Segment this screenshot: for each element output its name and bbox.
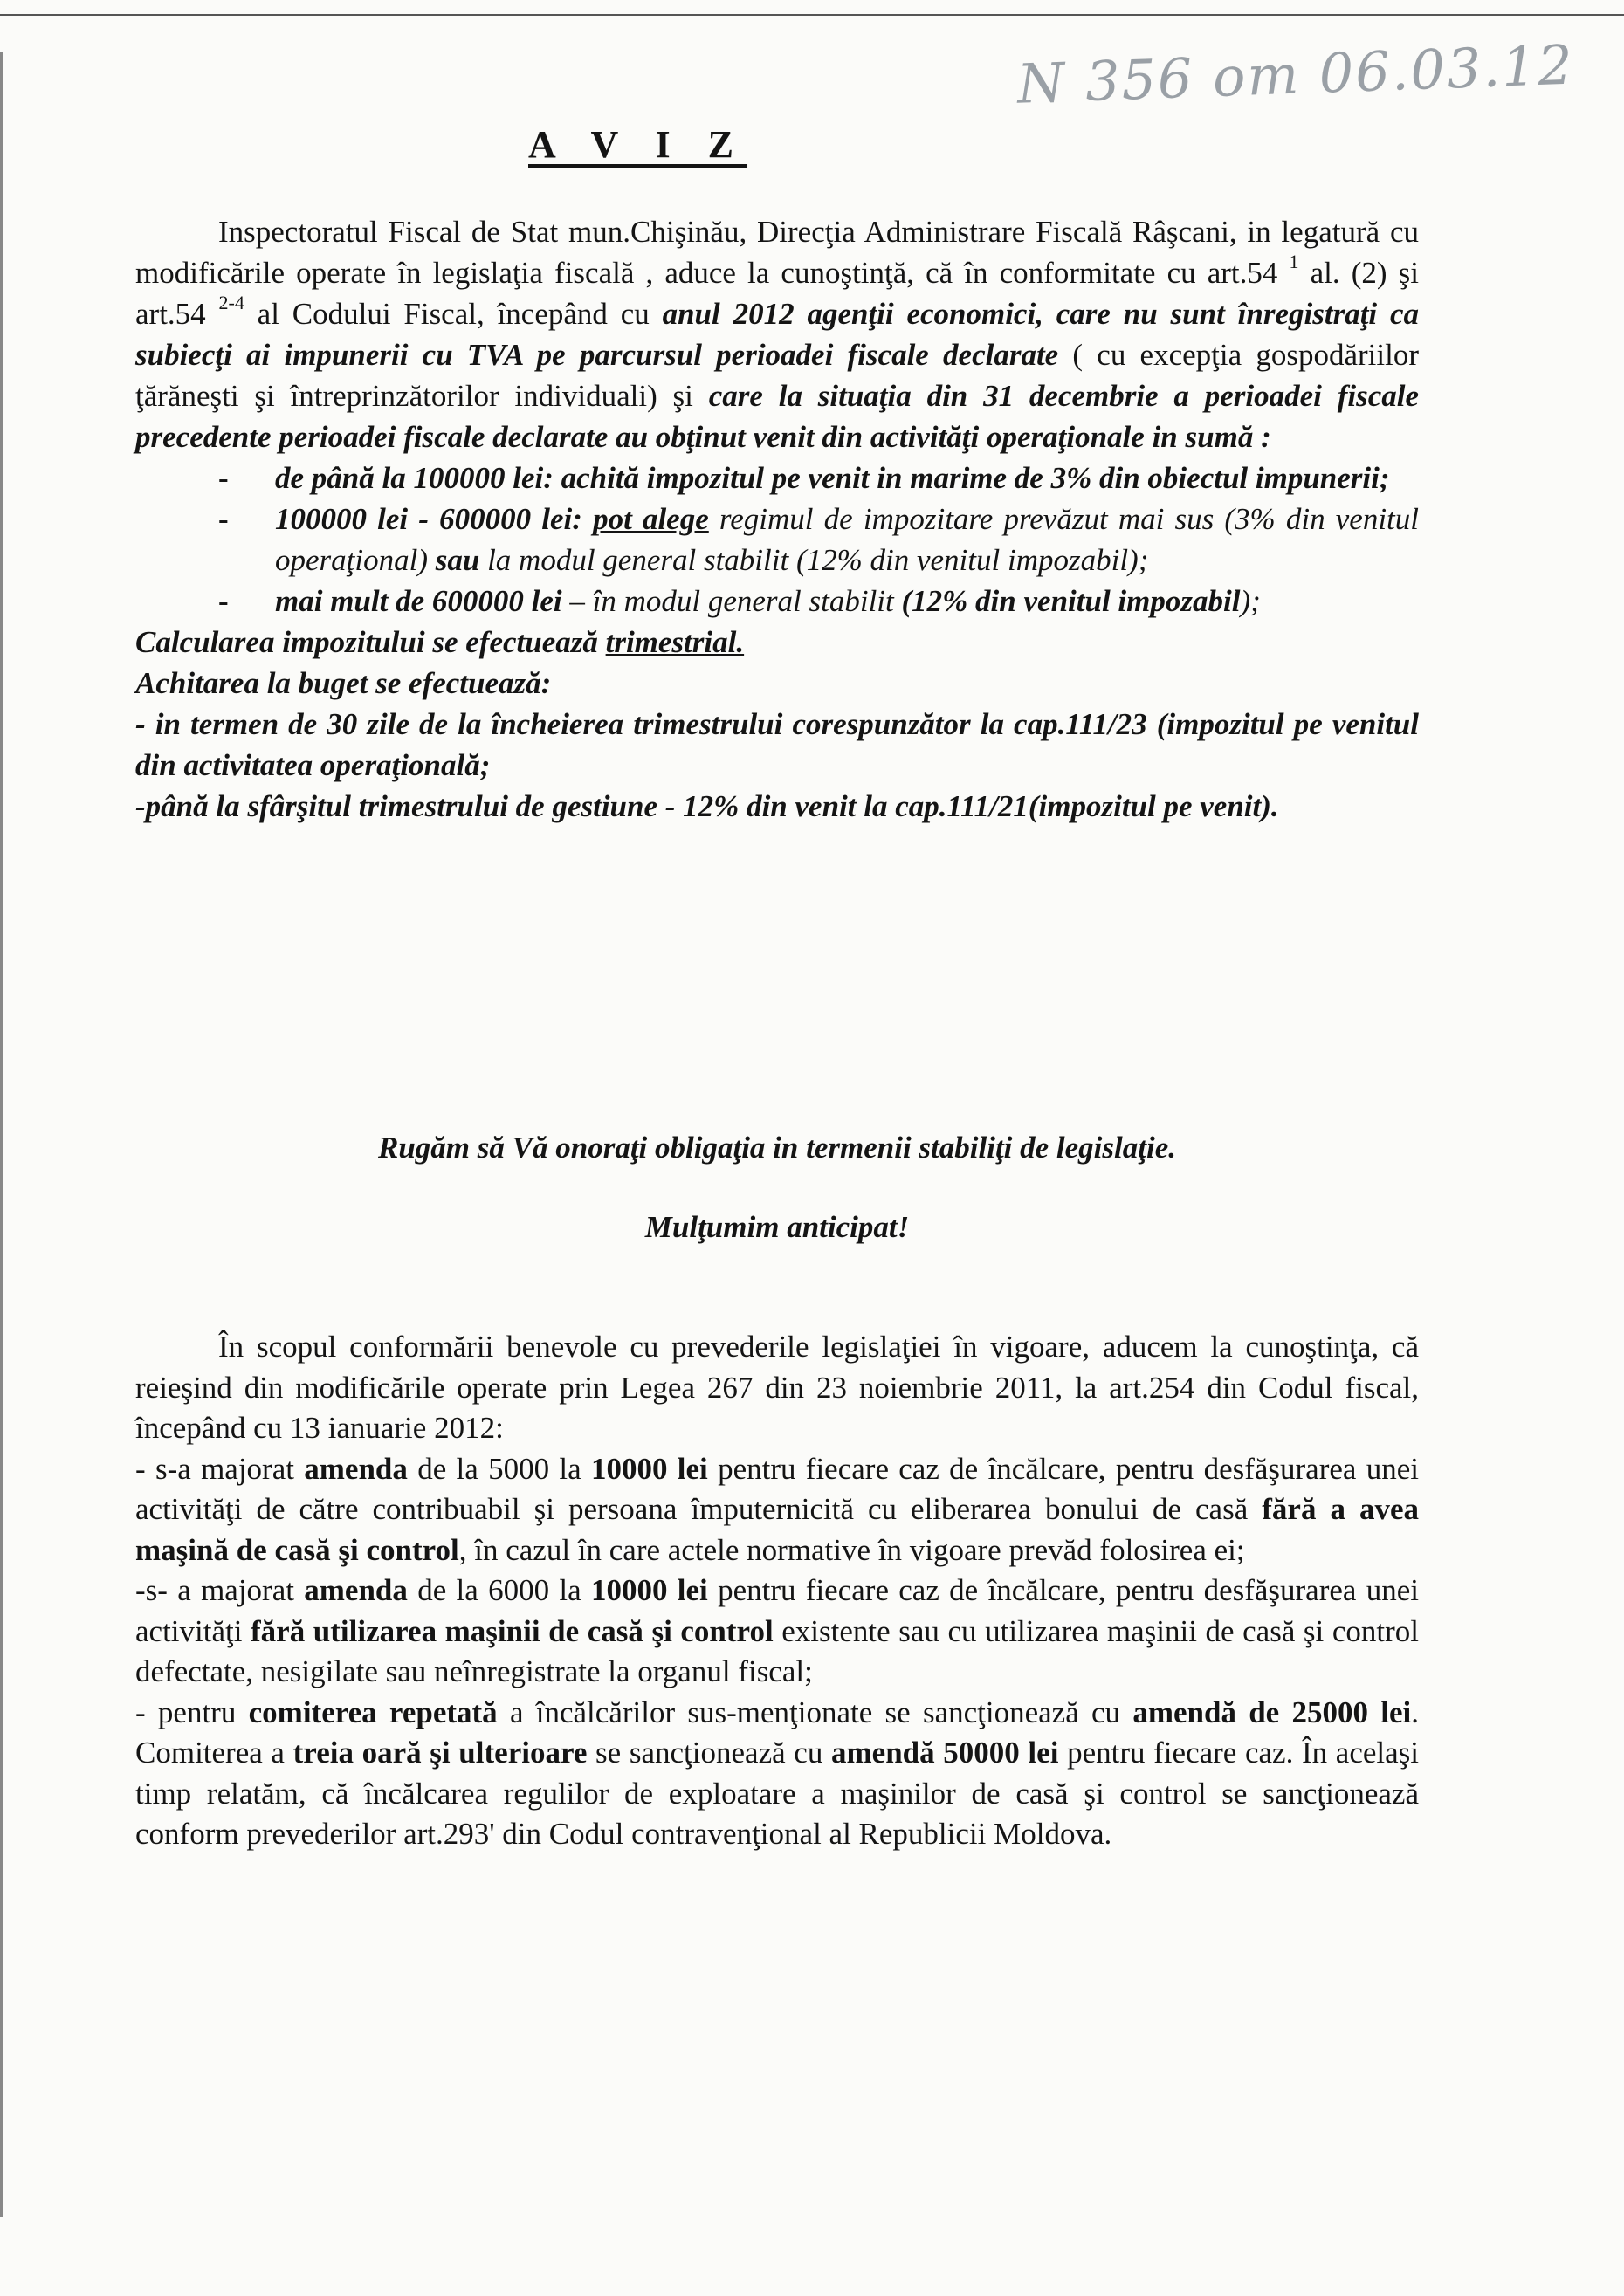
bullet-3-text-2: ); — [1240, 584, 1261, 618]
p4-text-f: pentru fiecare caz. În acelaşi timp relatăm, că încălcarea regulilor de exploatare a maşinilor de casă şi control se sancţionează conform prevederilor art.293' din Codul contravenţional al Republicii Moldova. — [135, 1736, 1420, 1851]
bullet-2-choice: pot alege — [593, 502, 709, 536]
payment-heading — [135, 663, 1419, 704]
second-intro-paragraph: În scopul conformării benevole cu prevederile legislaţiei în vigoare, aducem la cunoştinţa, că reieşind din modificările operate prin Legea 267 din 23 noiembrie 2011, la art.254 din Codul fiscal, începând cu 13 ianuarie 2012: — [135, 1330, 1419, 1445]
calculation-period: trimestrial. — [605, 625, 745, 659]
fine-paragraph-1 — [135, 1449, 1419, 1571]
p2-amount: 10000 lei — [590, 1451, 708, 1486]
handwritten-reference-number: N 356 от 06.03.12 — [1015, 32, 1575, 116]
p2-condition: fără a avea maşină de casă şi control — [135, 1492, 1419, 1567]
intro-superscript-2: 2-4 — [218, 292, 244, 314]
p2-text-e: , în cazul în care actele normative în vigoare prevăd folosirea ei; — [458, 1532, 1245, 1567]
page-left-edge — [0, 52, 3, 2217]
bullet-2-text-1: regimul de impozitare prevăzut mai sus (3% din venitul operaţional) — [275, 502, 1419, 577]
intro-condition: care la situaţia din 31 decembrie a perioadei fiscale precedente perioadei fiscale declarate au obţinut venit din activităţi operaţionale in sumă : — [135, 379, 1419, 454]
tax-regime-list — [135, 457, 1419, 622]
fine-paragraph-3 — [135, 1693, 1419, 1855]
bullet-1-text: de până la 100000 lei: achită impozitul pe venit in marime de 3% din obiectul impunerii; — [275, 461, 1390, 495]
p4-repeat: comiterea repetată — [248, 1695, 498, 1729]
list-item — [218, 457, 1419, 498]
p3-text-a: -s- a majorat — [135, 1573, 305, 1607]
p3-text-d: pentru fiecare caz de încălcare, pentru desfăşurarea unei activităţi — [135, 1573, 1420, 1648]
bullet-2-text-2: la modul general stabilit (12% din venitul impozabil); — [479, 543, 1149, 577]
intro-text-2: al. (2) şi art.54 — [135, 256, 1419, 331]
bullet-2-or: sau — [435, 543, 480, 577]
p4-text-e: se sancţionează cu — [587, 1736, 831, 1770]
fine-paragraph-2 — [135, 1571, 1419, 1693]
intro-superscript-1: 1 — [1289, 251, 1299, 273]
intro-text-3: al Codului Fiscal, începând cu — [244, 297, 663, 331]
page-top-rule — [0, 14, 1624, 16]
p3-text-c: de la 6000 la — [407, 1573, 591, 1607]
intro-text-5: ( cu excepţia gospodăriilor ţărăneşti şi întreprinzătorilor individuali) şi — [135, 338, 1419, 413]
closing-request: Rugăm să Vă onoraţi obligaţia in termenii stabiliţi de legislaţie. — [378, 1131, 1176, 1165]
list-item — [218, 498, 1419, 581]
p4-text-c: a încălcărilor sus-menţionate se sancţionează cu — [497, 1695, 1133, 1729]
bullet-3-text-1: – în modul general stabilit — [561, 584, 902, 618]
p4-fine-25000: amendă de 25000 lei — [1132, 1695, 1412, 1729]
p4-text-a: - pentru — [135, 1695, 249, 1729]
payment-heading-text: Achitarea la buget se efectuează: — [135, 666, 552, 700]
bullet-2-range: 100000 lei - 600000 lei: — [275, 502, 594, 536]
p2-amenda: amenda — [304, 1451, 408, 1486]
intro-text-1: Inspectoratul Fiscal de Stat mun.Chişinău, Direcţia Administrare Fiscală Râşcani, in legatură cu modificările operate în legislaţia fiscală , aduce la cunoştinţă, că în conformitate cu art.54 — [135, 215, 1419, 290]
p3-amount: 10000 lei — [590, 1573, 708, 1607]
bullet-3-rate: (12% din venitul impozabil — [901, 584, 1241, 618]
p4-fine-50000: amendă 50000 lei — [831, 1736, 1059, 1770]
p3-text-e: existente sau cu utilizarea maşinii de casă şi control defectate, nesigilate sau neînregistrate la organul fiscal; — [135, 1613, 1419, 1688]
document-title: A V I Z — [528, 123, 748, 166]
p4-text-d: . Comiterea a — [135, 1695, 1419, 1770]
intro-year: anul 2012 — [662, 297, 795, 331]
intro-section — [135, 211, 1419, 827]
list-item — [218, 581, 1419, 622]
intro-agents: agenţii economici, care nu sunt înregistraţi ca subiecţi ai impunerii cu TVA pe parcursul perioadei fiscale declarate — [135, 297, 1420, 372]
p2-text-d: pentru fiecare caz de încălcare, pentru desfăşurarea unei activităţi de către contribuabil şi persoana împuternicită cu eliberarea bonului de casă — [135, 1451, 1420, 1526]
payment-term-1: - in termen de 30 zile de la încheierea trimestrului corespunzător la cap.111/23 (impozitul pe venitul din activitatea operaţională; — [135, 707, 1419, 782]
p3-condition: fără utilizarea maşinii de casă şi control — [251, 1613, 774, 1648]
p2-text-a: - s-a majorat — [135, 1451, 305, 1486]
payment-term-2: -până la sfârşitul trimestrului de gestiune - 12% din venit la cap.111/21(impozitul pe venit). — [135, 789, 1279, 823]
intro-paragraph — [135, 211, 1419, 457]
p3-amenda: amenda — [304, 1573, 408, 1607]
intro-text-4 — [795, 297, 808, 331]
p2-text-c: de la 5000 la — [407, 1451, 591, 1486]
calculation-line — [135, 622, 1419, 663]
second-section — [135, 1327, 1419, 1855]
p4-third-time: treia oară şi ulterioare — [292, 1736, 588, 1770]
bullet-3-range: mai mult de 600000 lei — [275, 584, 562, 618]
closing-thanks: Mulţumim anticipat! — [644, 1210, 910, 1244]
calculation-text: Calcularea impozitului se efectuează — [135, 625, 606, 659]
